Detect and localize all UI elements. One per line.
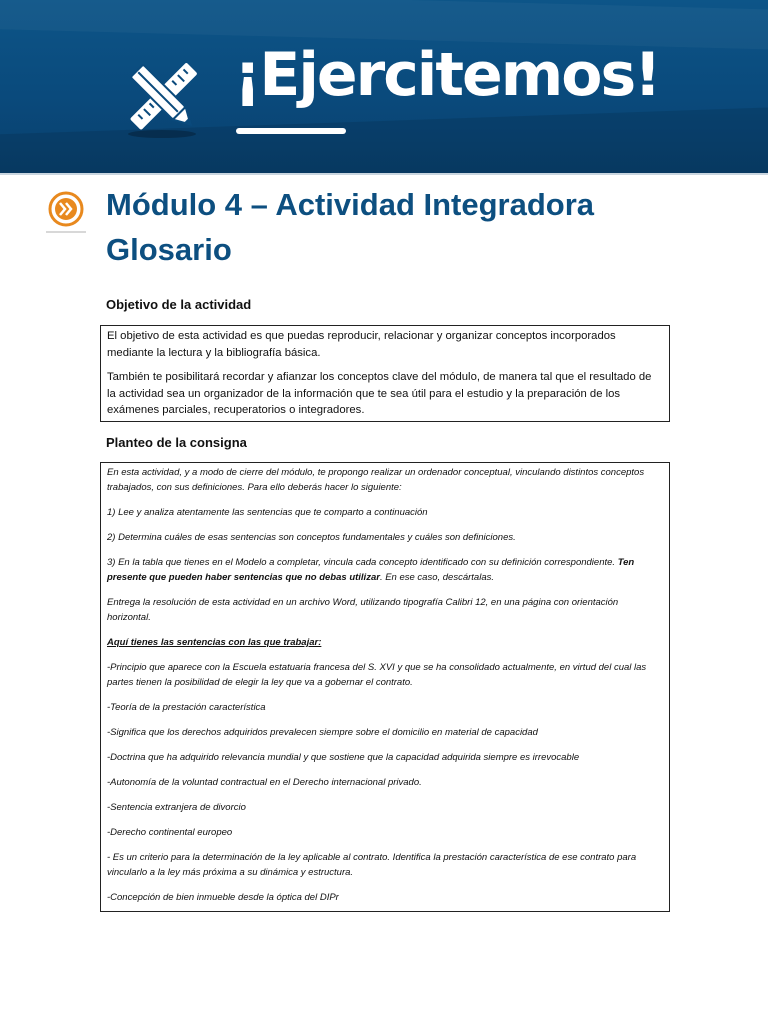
sentence-item: -Teoría de la prestación característica bbox=[107, 702, 266, 713]
sentence-item: -Concepción de bien inmueble desde la óptica del DIPr bbox=[107, 892, 339, 903]
objective-box bbox=[100, 325, 670, 422]
banner-title-underline bbox=[236, 128, 346, 134]
step-3-warning: Ten presente que pueden haber sentencias que no debas utilizar bbox=[107, 557, 635, 583]
module-title-line2: Glosario bbox=[106, 232, 232, 267]
consigna-heading: Planteo de la consigna bbox=[106, 435, 247, 450]
sentences-heading: Aquí tienes las sentencias con las que trabajar: bbox=[107, 637, 322, 648]
pencil-ruler-icon bbox=[118, 52, 208, 142]
sentence-item: -Doctrina que ha adquirido relevancia mundial y que sostiene que la capacidad adquirida siempre es irrevocable bbox=[107, 752, 580, 763]
step-3-text: 3) En la tabla que tienes en el Modelo a completar, vincula cada concepto identificado con su definición correspondiente. bbox=[107, 557, 616, 568]
icon-divider bbox=[46, 231, 86, 233]
banner-decoration bbox=[0, 104, 768, 175]
banner-title: ¡Ejercitemos! bbox=[234, 40, 660, 110]
consigna-step-2: 2) Determina cuáles de esas sentencias son conceptos fundamentales y cuáles son definiciones. bbox=[107, 532, 516, 543]
double-chevron-right-icon bbox=[48, 191, 84, 227]
banner-divider bbox=[0, 173, 768, 175]
sentence-item: -Sentencia extranjera de divorcio bbox=[107, 802, 246, 813]
step-3-tail: . En ese caso, descártalas. bbox=[379, 572, 494, 583]
consigna-delivery: Entrega la resolución de esta actividad en un archivo Word, utilizando tipografía Calibri 12, en una página con orientación horizontal. bbox=[107, 597, 619, 623]
module-title-line1: Módulo 4 – Actividad Integradora bbox=[106, 187, 595, 222]
sentence-item: -Derecho continental europeo bbox=[107, 827, 233, 838]
consigna-step-3 bbox=[107, 555, 663, 585]
consigna-box bbox=[100, 462, 670, 912]
sentence-item: -Autonomía de la voluntad contractual en el Derecho internacional privado. bbox=[107, 777, 422, 788]
consigna-step-1: 1) Lee y analiza atentamente las sentencias que te comparto a continuación bbox=[107, 507, 428, 518]
objective-paragraph-2: También te posibilitará recordar y afianzar los conceptos clave del módulo, de manera tal que el resultado de la actividad sea un organizador de la información que te sea útil para el estudio y la preparación de los exámenes parciales, recuperatorios o integradores. bbox=[107, 371, 652, 416]
sentence-item: -Principio que aparece con la Escuela estatuaria francesa del S. XVI y que se ha consolidado actualmente, en virtud del cual las partes tienen la posibilidad de elegir la ley que va a gobernar el contrato. bbox=[107, 662, 647, 688]
objective-paragraph-1: El objetivo de esta actividad es que puedas reproducir, relacionar y organizar conceptos incorporados mediante la lectura y la bibliografía básica. bbox=[107, 330, 616, 359]
consigna-intro: En esta actividad, y a modo de cierre del módulo, te propongo realizar un ordenador conceptual, vinculando distintos conceptos trabajados, con sus definiciones. Para ello deberás hacer lo siguiente: bbox=[107, 467, 645, 493]
sentence-item: -Significa que los derechos adquiridos prevalecen siempre sobre el domicilio en material de capacidad bbox=[107, 727, 538, 738]
header-banner bbox=[0, 0, 768, 175]
module-title bbox=[106, 182, 726, 272]
objective-heading: Objetivo de la actividad bbox=[106, 297, 252, 312]
sentence-item: - Es un criterio para la determinación de la ley aplicable al contrato. Identifica la prestación característica de ese contrato para vincularlo a la ley más próxima a su dinámica y estructura. bbox=[107, 852, 637, 878]
